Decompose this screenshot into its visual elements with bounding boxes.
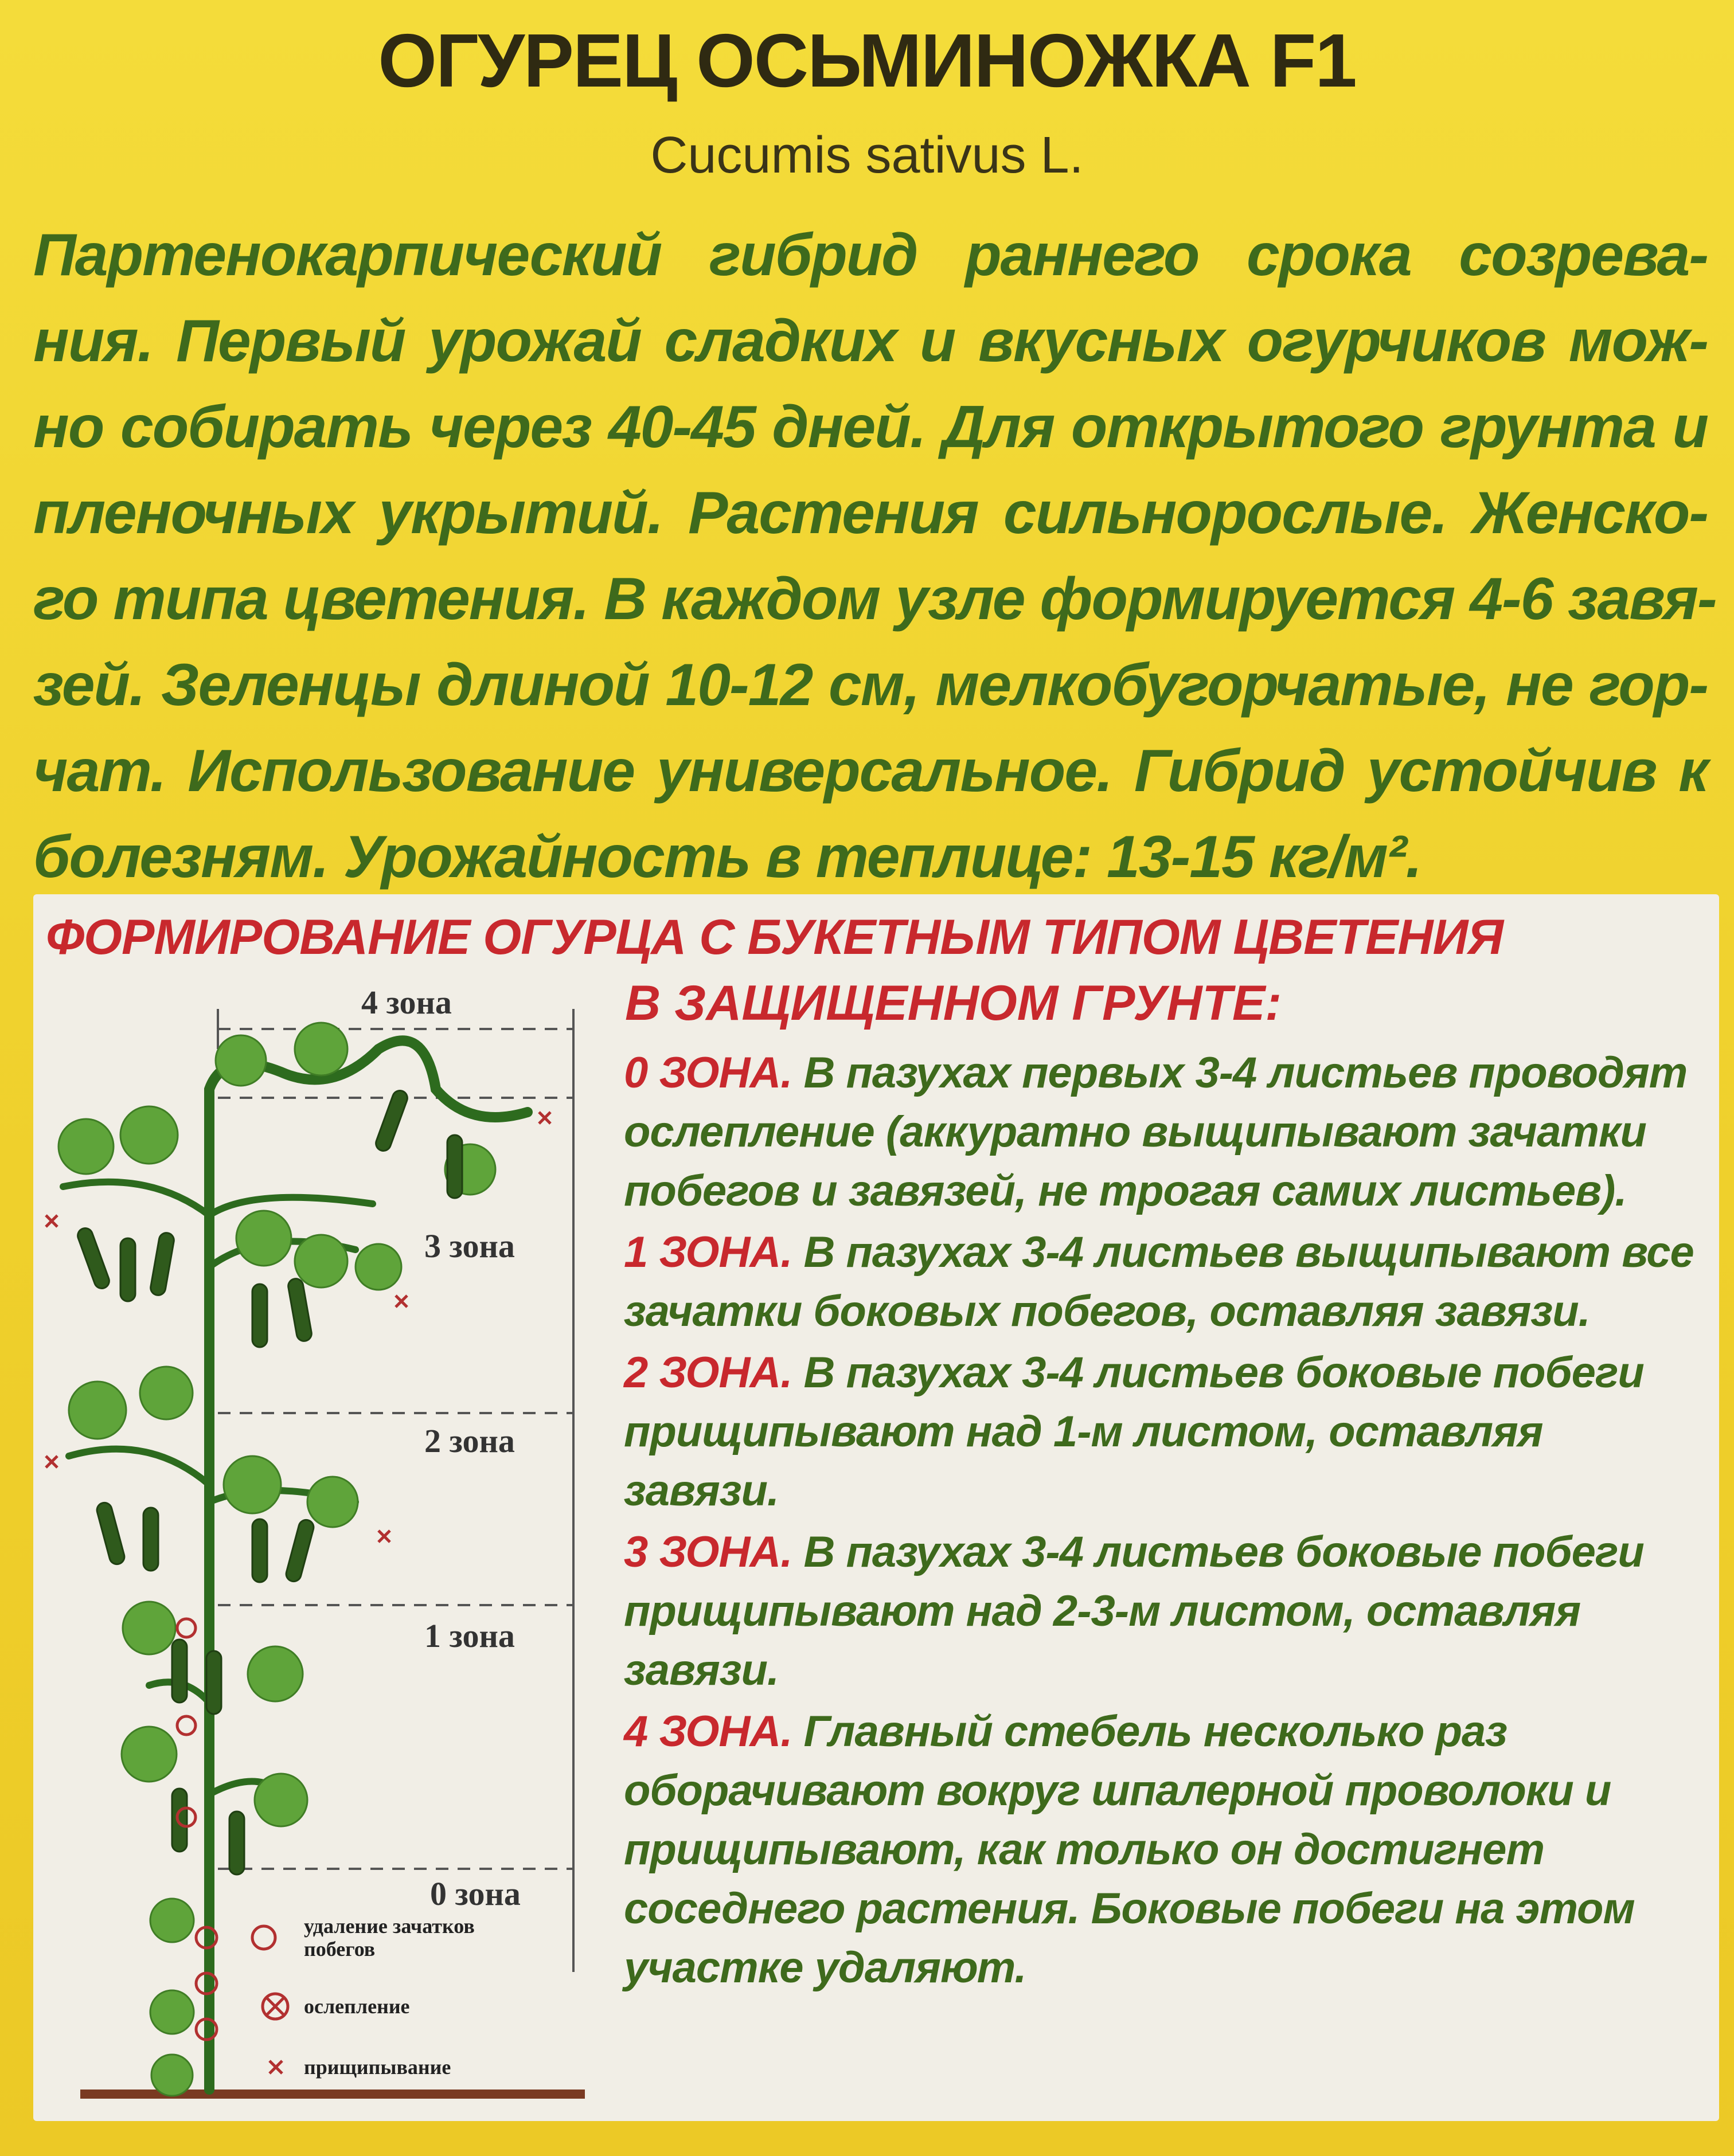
description-line: чат. Использование универсальное. Гибрид устойчив к	[33, 738, 1708, 804]
product-title: ОГУРЕЦ ОСЬМИНОЖКА F1	[378, 18, 1356, 103]
zone-text: В пазухах 3-4 листьев выщипывают все зачатки боковых побегов, оставляя завязи.	[624, 1228, 1694, 1336]
zone-1-label: 1 зона	[424, 1617, 515, 1654]
zone-3-label: 3 зона	[424, 1227, 515, 1265]
plant-diagram	[34, 984, 602, 2121]
latin-name: Cucumis sativus L.	[650, 127, 1084, 184]
zone-heading: 0 ЗОНА.	[624, 1048, 792, 1097]
zone-text: Главный стебель несколько раз оборачивают вокруг шпалерной проволоки и прищипывают, как только он достигнет соседнего растения. Боковые побеги на этом участке удаляют.	[624, 1707, 1635, 1992]
panel-subtitle: В ЗАЩИЩЕННОМ ГРУНТЕ:	[625, 976, 1282, 1031]
zone-3-instruction	[624, 1523, 1702, 1700]
zone-2-label: 2 зона	[424, 1422, 515, 1459]
zone-text: В пазухах 3-4 листьев боковые побеги прищипывают над 1-м листом, оставляя завязи.	[624, 1348, 1644, 1515]
description-line: ния. Первый урожай сладких и вкусных огурчиков мож-	[33, 308, 1708, 374]
zone-heading: 3 ЗОНА.	[624, 1528, 792, 1576]
legend-blinding: ослепление	[304, 1995, 410, 2018]
zone-dividers	[218, 1029, 573, 1869]
zone-4-label: 4 зона	[361, 984, 452, 1021]
zone-heading: 4 ЗОНА.	[624, 1707, 792, 1756]
description-line: болезням. Урожайность в теплице: 13-15 кг/м².	[33, 824, 1421, 890]
zone-2-instruction	[624, 1343, 1702, 1520]
description-line: го типа цветения. В каждом узле формируется 4-6 завя-	[33, 566, 1716, 632]
zone-0-label: 0 зона	[430, 1875, 521, 1912]
legend-removal: удаление зачатков побегов	[304, 1915, 475, 1961]
description-line: зей. Зеленцы длиной 10-12 см, мелкобугорчатые, не гор-	[33, 652, 1708, 718]
zone-instructions	[624, 1043, 1702, 2000]
description-line: пленочных укрытий. Растения сильнорослые. Женско-	[33, 480, 1708, 546]
zone-heading: 1 ЗОНА.	[624, 1228, 792, 1277]
panel-title: ФОРМИРОВАНИЕ ОГУРЦА С БУКЕТНЫМ ТИПОМ ЦВЕТЕНИЯ	[46, 910, 1503, 965]
description-line: Партенокарпический гибрид раннего срока созрева-	[33, 222, 1708, 288]
description-line: но собирать через 40-45 дней. Для открытого грунта и	[33, 394, 1708, 460]
legend-symbols	[252, 1926, 288, 2073]
description	[33, 212, 1716, 900]
zone-text: В пазухах 3-4 листьев боковые побеги прищипывают над 2-3-м листом, оставляя завязи.	[624, 1528, 1644, 1695]
zone-0-instruction	[624, 1043, 1702, 1220]
legend-pinching: прищипывание	[304, 2056, 451, 2079]
zone-heading: 2 ЗОНА.	[624, 1348, 792, 1397]
zone-1-instruction	[624, 1223, 1702, 1341]
zone-4-instruction	[624, 1702, 1702, 1997]
zone-text: В пазухах первых 3-4 листьев проводят ослепление (аккуратно выщипывают зачатки побегов и завязей, не трогая самих листьев).	[624, 1048, 1688, 1215]
